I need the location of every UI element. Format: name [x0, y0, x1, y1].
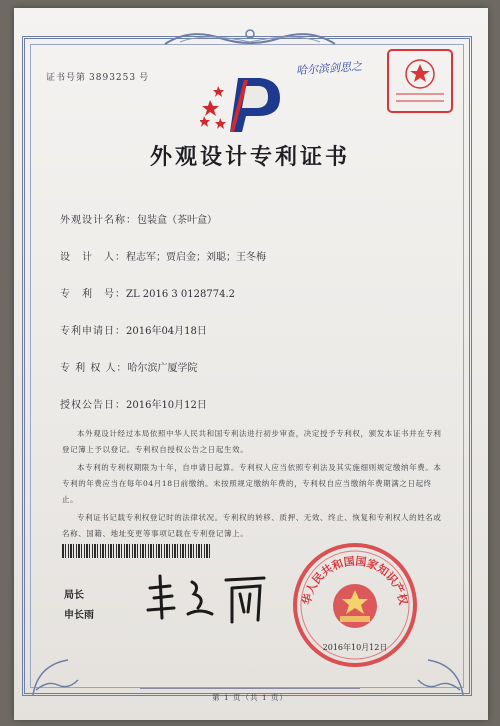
- field-design-name: [60, 211, 217, 226]
- seal-date: 2016年10月12日: [322, 643, 388, 652]
- seal-text: 华人民共和国国家知识产权: [300, 554, 410, 607]
- patent-number-label: 专 利 号：: [60, 289, 126, 300]
- barcode: [62, 543, 212, 557]
- announce-date-value: 2016年10月12日: [126, 400, 207, 411]
- patentee-value: 哈尔滨广厦学院: [127, 363, 198, 374]
- design-name-value: 包装盒（茶叶盒）: [137, 215, 217, 226]
- design-name-label: 外观设计名称：: [60, 215, 137, 226]
- patent-office-logo-icon: [200, 72, 286, 136]
- filing-date-value: 2016年04月18日: [126, 326, 207, 337]
- footer-divider: [140, 688, 360, 689]
- patentee-label: 专 利 权 人：: [60, 363, 128, 374]
- field-filing-date: [60, 322, 207, 337]
- body-paragraph-3: 专利证书记载专利权登记时的法律状况。专利权的转移、质押、无效、终止、恢复和专利权人的姓名或名称、国籍、地址变更等事项记载在专利登记簿上。: [62, 513, 442, 538]
- official-red-seal: [290, 540, 420, 670]
- signature-block: [64, 586, 94, 626]
- field-announce-date: [60, 396, 207, 411]
- certificate-number-suffix: 号: [139, 73, 150, 83]
- small-red-stamp: [384, 44, 458, 118]
- filing-date-label: 专利申请日：: [60, 326, 126, 337]
- patent-number-value: ZL 2016 3 0128774.2: [126, 289, 236, 300]
- certificate-title: 外观设计专利证书: [149, 144, 350, 170]
- designer-value: 程志军；贾启金；刘聪；王冬梅: [126, 252, 266, 263]
- announce-date-label: 授权公告日：: [60, 400, 126, 411]
- body-paragraph-2: 本专利的专利权期限为十年，自申请日起算。专利权人应当依照专利法及其实施细则规定缴纳年费。本专利的年费应当在每年04月18日前缴纳。未按照规定缴纳年费的，专利权自应当缴纳年费期满之日起终止。: [62, 463, 442, 504]
- top-ornament: [160, 26, 340, 50]
- designer-label: 设 计 人：: [60, 252, 126, 263]
- field-patentee: [60, 359, 198, 374]
- field-patent-number: [60, 285, 235, 300]
- field-designer: [60, 248, 266, 263]
- certificate-number: [46, 70, 152, 83]
- body-paragraph-1: 本外观设计经过本局依照中华人民共和国专利法进行初步审查，决定授予专利权，颁发本证书并在专利登记簿上予以登记。专利权自授权公告之日起生效。: [62, 429, 442, 454]
- certificate-number-label: 证书号第: [46, 73, 87, 83]
- director-title: 局长: [64, 590, 84, 601]
- bottom-left-ornament: [28, 640, 88, 700]
- handwritten-note: 哈尔滨剑思之: [295, 59, 363, 78]
- page-footer: 第 1 页（共 1 页）: [211, 693, 289, 702]
- director-name: 申长雨: [64, 610, 94, 621]
- handwritten-signature: [140, 568, 280, 628]
- certificate-body-text: [62, 426, 442, 544]
- certificate-number-value: 3893253: [89, 73, 137, 83]
